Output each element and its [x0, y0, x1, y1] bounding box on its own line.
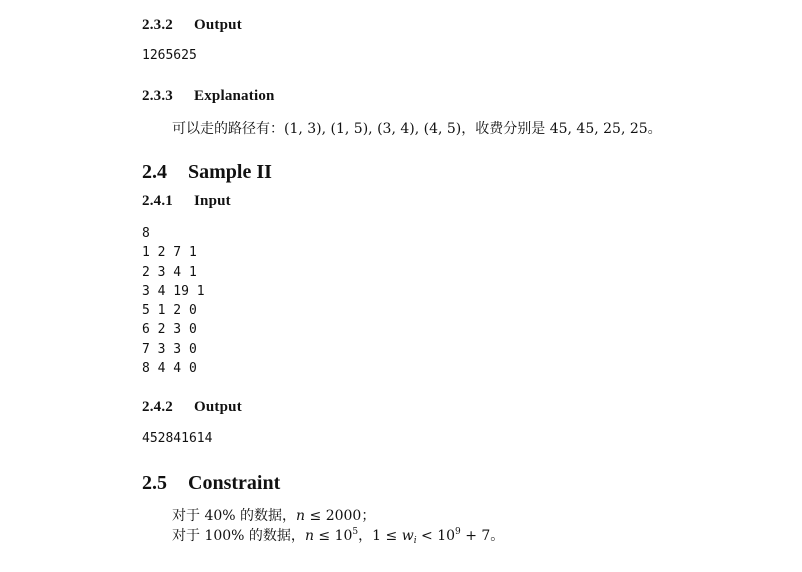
- math-lt: < 10: [416, 528, 456, 544]
- input-line: 8: [142, 226, 150, 241]
- math-var-w: w: [401, 528, 414, 544]
- input-line: 1 2 7 1: [142, 245, 197, 261]
- output-value-1: 1265625: [142, 48, 197, 63]
- heading-input: [142, 193, 231, 210]
- math-var-n: n: [304, 528, 314, 544]
- math-sub-i: i: [413, 536, 417, 546]
- input-line: 6 2 3 0: [142, 322, 197, 338]
- heading-constraint: [142, 472, 280, 495]
- input-line: 7 3 3 0: [142, 341, 197, 357]
- heading-output-232: [142, 17, 242, 34]
- constraint-prefix: 对于 100% 的数据，: [172, 528, 305, 544]
- math-exp: 5: [352, 527, 359, 537]
- section-title: Explanation: [194, 88, 275, 104]
- output-value-2: 452841614: [142, 431, 213, 446]
- explanation-text: 可以走的路径有：(1, 3), (1, 5), (3, 4), (4, 5)，收费分别是 45, 45, 25, 25。: [172, 121, 662, 137]
- section-title: Output: [194, 399, 242, 415]
- math-var-n: n: [296, 508, 306, 524]
- section-number: 2.3.2: [142, 17, 173, 33]
- input-line: 5 1 2 0: [142, 303, 197, 319]
- section-number: 2.4.2: [142, 399, 173, 415]
- input-line: 2 3 4 1: [142, 264, 197, 280]
- heading-sample-ii: [142, 161, 272, 184]
- section-title: Output: [194, 17, 242, 33]
- constraint-prefix: 对于 40% 的数据，: [172, 508, 297, 524]
- input-line: 3 4 19 1: [142, 283, 205, 299]
- section-number: 2.3.3: [142, 88, 173, 104]
- constraint-line-1: [172, 505, 375, 525]
- section-title: Constraint: [188, 472, 281, 494]
- constraint-line-2: [172, 525, 504, 545]
- math-tail: + 7。: [460, 528, 505, 544]
- section-title: Sample II: [188, 161, 272, 183]
- math-exp: 9: [455, 527, 461, 537]
- section-number: 2.4.1: [142, 193, 173, 209]
- section-number: 2.4: [142, 161, 167, 183]
- math-le: ≤ 10: [313, 528, 353, 544]
- section-title: Input: [194, 193, 231, 209]
- input-block: [142, 224, 205, 378]
- input-line: 8 4 4 0: [142, 361, 197, 377]
- math-comma: ，1 ≤: [358, 528, 402, 544]
- heading-explanation: [142, 88, 275, 105]
- heading-output-242: [142, 399, 242, 416]
- constraint-rest: ≤ 2000；: [305, 508, 376, 524]
- section-number: 2.5: [142, 472, 167, 494]
